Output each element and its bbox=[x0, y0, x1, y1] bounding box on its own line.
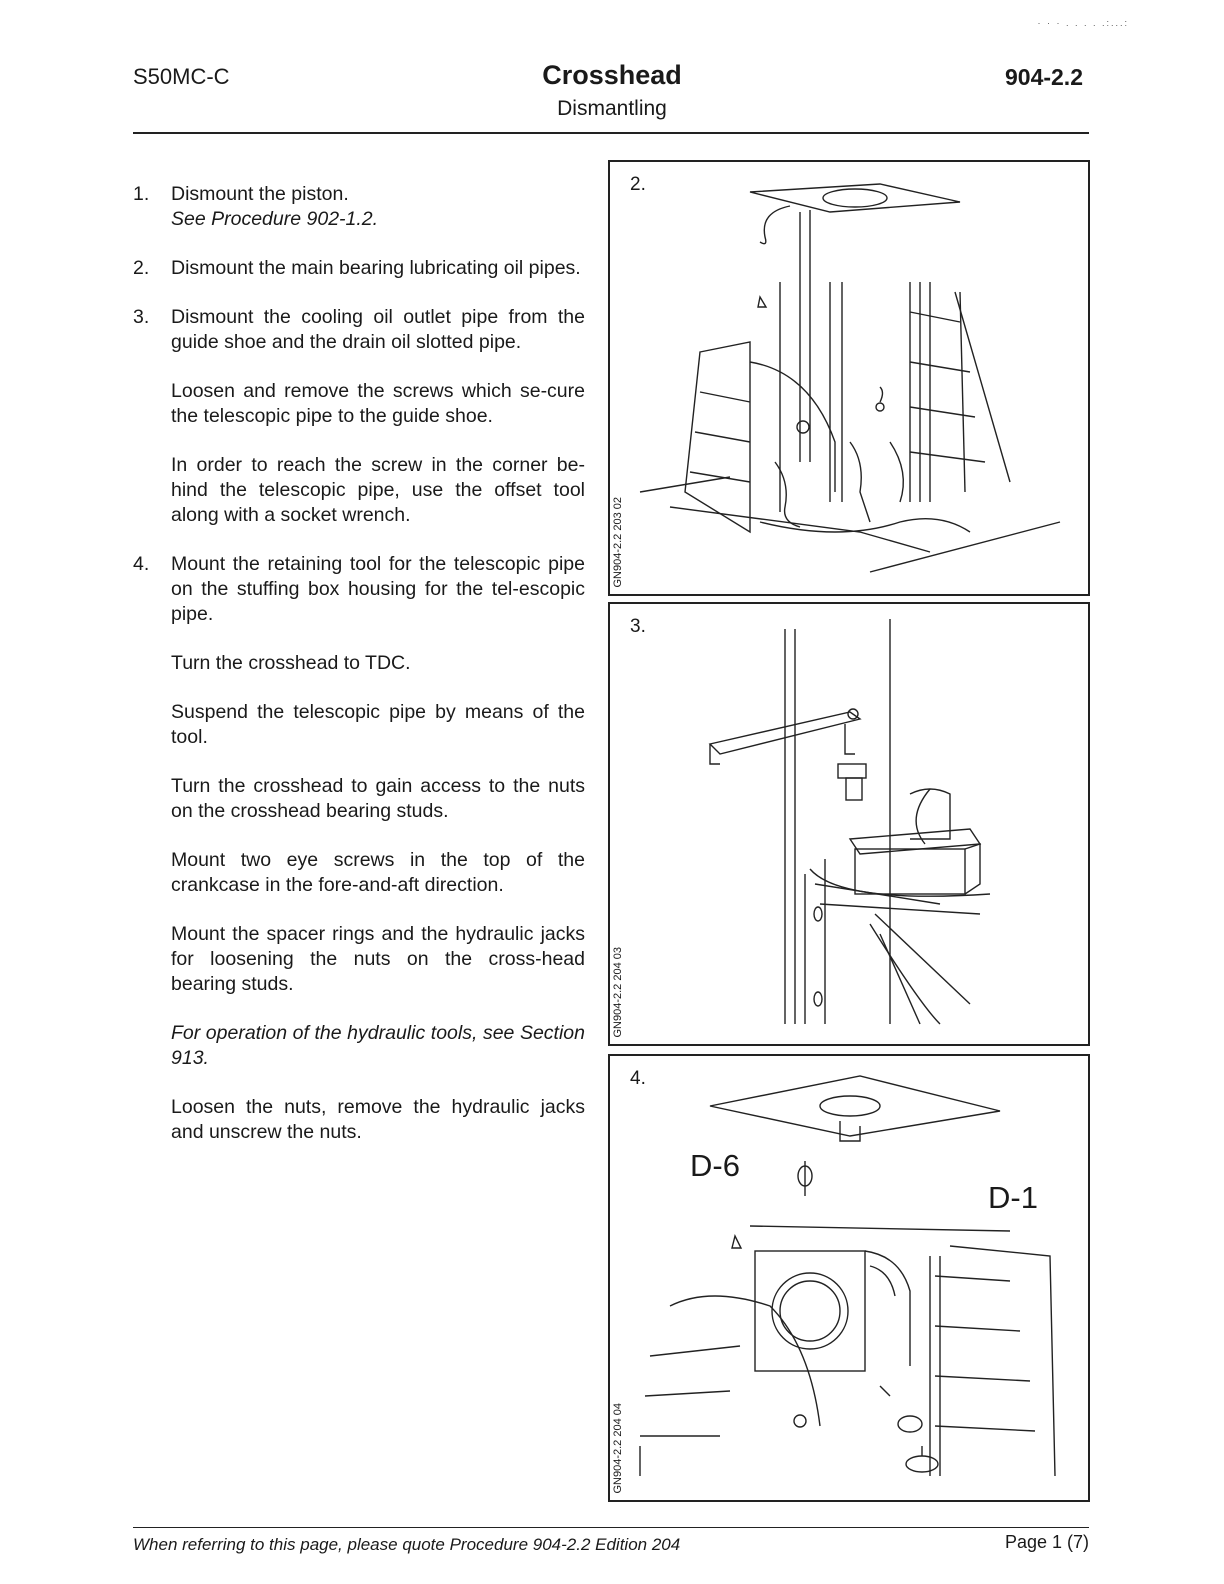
callout-d6: D-6 bbox=[690, 1148, 740, 1183]
step-reference: For operation of the hydraulic tools, see Section 913. bbox=[171, 1022, 585, 1069]
figure-number: 4. bbox=[630, 1068, 646, 1089]
figure-number: 3. bbox=[630, 616, 646, 637]
figure-4-illustration bbox=[610, 1056, 1088, 1500]
header-rule bbox=[133, 132, 1089, 134]
step-number: 4. bbox=[133, 553, 150, 575]
step-text: Dismount the cooling oil outlet pipe from the guide shoe and the drain oil slotted pipe. bbox=[171, 306, 585, 353]
figure-number: 2. bbox=[630, 174, 646, 195]
figure-4 bbox=[608, 1054, 1090, 1502]
step-text: Dismount the main bearing lubricating oil pipes. bbox=[171, 257, 581, 279]
page-title: Crosshead bbox=[542, 60, 682, 90]
figure-2 bbox=[608, 160, 1090, 596]
step-2 bbox=[133, 256, 585, 281]
engine-model: S50MC-C bbox=[133, 64, 230, 89]
step-4 bbox=[133, 552, 585, 1145]
figure-3-illustration bbox=[610, 604, 1088, 1044]
figure-code: GN904-2.2 204 03 bbox=[612, 947, 624, 1038]
scan-mark: · · · . . . . .:...: bbox=[1037, 18, 1129, 28]
footer-rule bbox=[133, 1527, 1089, 1528]
step-text: Turn the crosshead to gain access to the nuts on the crosshead bearing studs. bbox=[171, 775, 585, 822]
footer-reference: When referring to this page, please quote Procedure 904-2.2 Edition 204 bbox=[133, 1535, 681, 1554]
step-text: Loosen the nuts, remove the hydraulic jacks and unscrew the nuts. bbox=[171, 1096, 585, 1143]
step-number: 3. bbox=[133, 306, 150, 328]
step-1 bbox=[133, 182, 585, 232]
step-text: Turn the crosshead to TDC. bbox=[171, 652, 411, 674]
callout-d1: D-1 bbox=[988, 1180, 1038, 1215]
step-text: Mount the retaining tool for the telescopic pipe on the stuffing box housing for the tel-escopic pipe. bbox=[171, 553, 585, 625]
step-text: In order to reach the screw in the corner be-hind the telescopic pipe, use the offset tool along with a socket wrench. bbox=[171, 454, 585, 526]
step-text: Loosen and remove the screws which se-cure the telescopic pipe to the guide shoe. bbox=[171, 380, 585, 427]
figure-3 bbox=[608, 602, 1090, 1046]
step-text: Suspend the telescopic pipe by means of the tool. bbox=[171, 701, 585, 748]
page-number: Page 1 (7) bbox=[1004, 1532, 1089, 1552]
step-number: 2. bbox=[133, 257, 150, 279]
figure-code: GN904-2.2 204 04 bbox=[612, 1403, 624, 1494]
step-number: 1. bbox=[133, 183, 150, 205]
figure-code: GN904-2.2 203 02 bbox=[612, 497, 624, 588]
procedure-number: 904-2.2 bbox=[1004, 64, 1083, 90]
step-text: Mount the spacer rings and the hydraulic jacks for loosening the nuts on the cross-head bearing studs. bbox=[171, 923, 585, 995]
step-reference: See Procedure 902-1.2. bbox=[171, 208, 379, 230]
page-subtitle: Dismantling bbox=[557, 97, 667, 120]
step-3 bbox=[133, 305, 585, 528]
step-text: Dismount the piston. bbox=[171, 183, 349, 205]
figure-2-illustration bbox=[610, 162, 1088, 594]
procedure-steps bbox=[133, 182, 585, 1169]
step-text: Mount two eye screws in the top of the crankcase in the fore-and-aft direction. bbox=[171, 849, 585, 896]
